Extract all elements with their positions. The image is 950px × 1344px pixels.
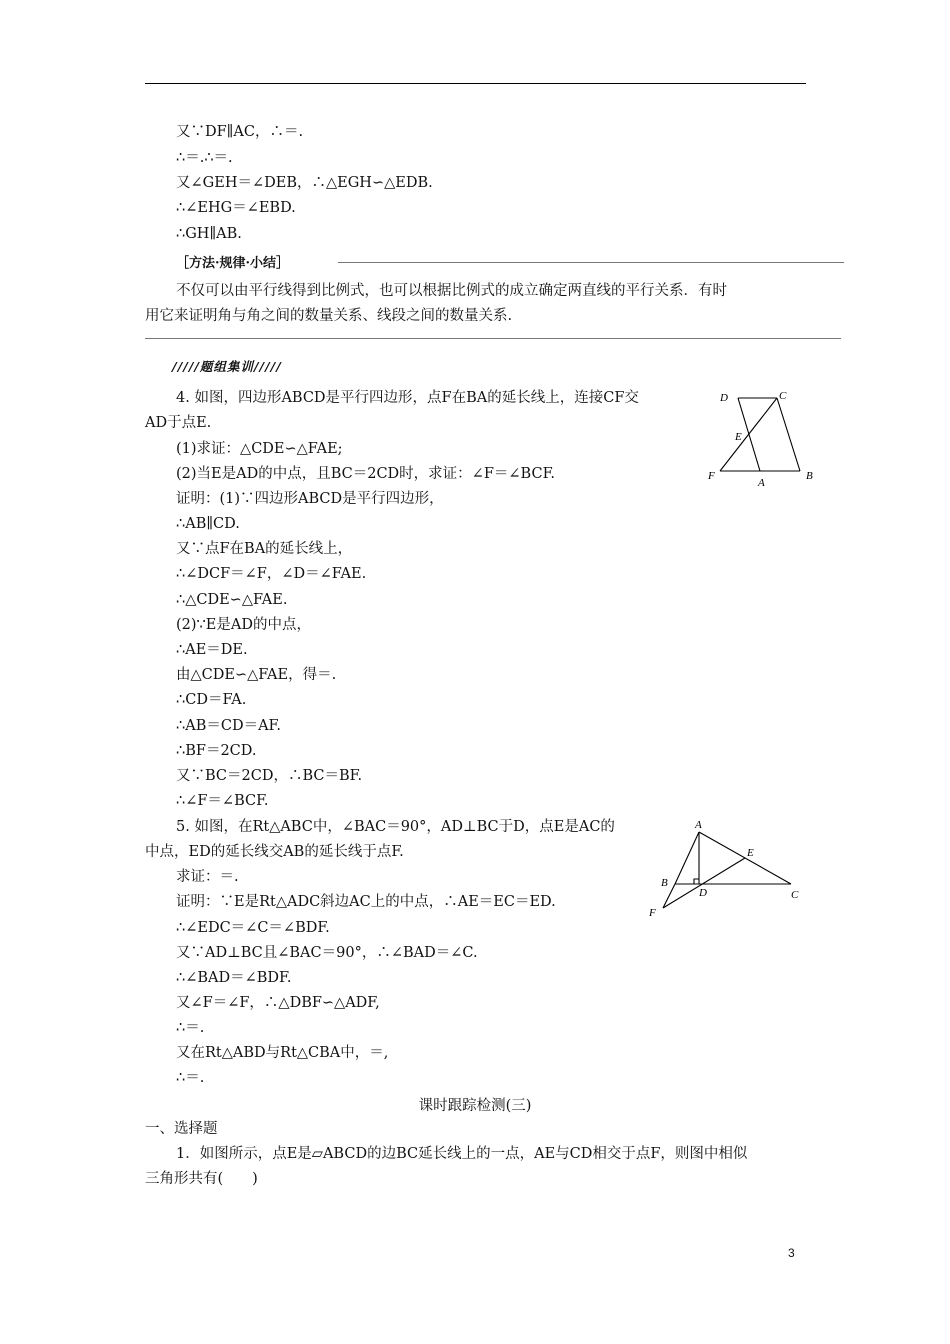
problem4-line: ∴∠F＝∠BCF. bbox=[176, 793, 269, 809]
figure2-label-A: A bbox=[695, 819, 702, 831]
problem5-line: 又∠F＝∠F，∴△DBF∽△ADF, bbox=[176, 995, 380, 1011]
segment-AB bbox=[675, 832, 699, 884]
problem4-line: (2)当E是AD的中点，且BC＝2CD时，求证：∠F＝∠BCF. bbox=[176, 466, 555, 482]
problem4-line: AD于点E. bbox=[145, 415, 212, 431]
problem4-line: 又∵BC＝2CD，∴BC＝BF. bbox=[176, 768, 363, 784]
method-line: 不仅可以由平行线得到比例式，也可以根据比例式的成立确定两直线的平行关系．有时 bbox=[176, 283, 727, 299]
problem4-line: ∴AB∥CD. bbox=[176, 516, 240, 532]
problem4-line: (1)求证：△CDE∽△FAE; bbox=[176, 441, 343, 457]
figure1-label-A: A bbox=[758, 477, 765, 489]
figure2-label-B: B bbox=[661, 877, 668, 889]
page-number: 3 bbox=[788, 1246, 795, 1260]
problem4-line: ∴AB＝CD＝AF. bbox=[176, 718, 281, 734]
problem4-line: 由△CDE∽△FAE，得＝. bbox=[176, 667, 337, 683]
problem5-line: 求证：＝. bbox=[176, 869, 239, 885]
problem5-line: 又∵AD⊥BC且∠BAC＝90°，∴∠BAD＝∠C. bbox=[176, 945, 478, 961]
problem5-line: 中点，ED的延长线交AB的延长线于点F. bbox=[145, 844, 404, 860]
problem5-line: ∴∠BAD＝∠BDF. bbox=[176, 970, 292, 986]
segment-FC bbox=[720, 398, 777, 471]
problem4-line: ∴△CDE∽△FAE. bbox=[176, 592, 288, 608]
method-header-rule bbox=[338, 262, 844, 263]
problem4-line: ∴∠DCF＝∠F，∠D＝∠FAE. bbox=[176, 566, 367, 582]
question-line: 1．如图所示，点E是▱ABCD的边BC延长线上的一点，AE与CD相交于点F，则图中相似 bbox=[176, 1146, 748, 1162]
figure2-label-C: C bbox=[791, 889, 799, 901]
problem4-line: (2)∵E是AD的中点， bbox=[176, 617, 311, 633]
right-angle-mark bbox=[694, 879, 699, 884]
section-heading: 一、选择题 bbox=[145, 1121, 218, 1137]
problem5-line: 证明：∵E是Rt△ADC斜边AC上的中点，∴AE＝EC＝ED. bbox=[176, 894, 556, 910]
text-line: ∴＝.∴＝. bbox=[176, 150, 233, 166]
problem5-line: 又在Rt△ABD与Rt△CBA中，＝, bbox=[176, 1045, 389, 1061]
problem5-line: ∴＝. bbox=[176, 1020, 205, 1036]
segment-CB bbox=[777, 398, 800, 471]
problem4-line: ∴CD＝FA. bbox=[176, 692, 247, 708]
text-line: ∴∠EHG＝∠EBD. bbox=[176, 200, 296, 216]
figure1-label-B: B bbox=[806, 470, 813, 482]
method-bottom-rule bbox=[145, 338, 841, 339]
problem5-line: 5. 如图，在Rt△ABC中，∠BAC＝90°，AD⊥BC于D，点E是AC的 bbox=[176, 819, 615, 835]
method-line: 用它来证明角与角之间的数量关系、线段之间的数量关系. bbox=[145, 308, 513, 324]
problem4-line: ∴BF＝2CD. bbox=[176, 743, 257, 759]
question-line: 三角形共有( ) bbox=[145, 1171, 258, 1187]
method-header: ［方法·规律·小结］ bbox=[176, 256, 290, 271]
right-triangle-figure bbox=[643, 812, 813, 920]
group-header: /////题组集训///// bbox=[172, 359, 282, 374]
text-line: 又∵DF∥AC，∴＝. bbox=[176, 124, 304, 140]
problem4-line: 证明：(1)∵四边形ABCD是平行四边形， bbox=[176, 491, 444, 507]
text-line: 又∠GEH＝∠DEB，∴△EGH∽△EDB. bbox=[176, 175, 433, 191]
figure2-label-E: E bbox=[747, 847, 754, 859]
header-rule bbox=[145, 83, 806, 84]
figure2-label-D: D bbox=[699, 887, 707, 899]
problem4-line: 4. 如图，四边形ABCD是平行四边形，点F在BA的延长线上，连接CF交 bbox=[176, 390, 639, 406]
problem4-line: ∴AE＝DE. bbox=[176, 642, 248, 658]
parallelogram-figure bbox=[700, 385, 825, 490]
problem5-line: ∴＝. bbox=[176, 1070, 205, 1086]
figure1-label-C: C bbox=[779, 390, 787, 402]
exercise-title: 课时跟踪检测(三) bbox=[418, 1098, 532, 1114]
problem5-line: ∴∠EDC＝∠C＝∠BDF. bbox=[176, 920, 330, 936]
problem4-line: 又∵点F在BA的延长线上， bbox=[176, 541, 353, 557]
text-line: ∴GH∥AB. bbox=[176, 226, 242, 242]
figure1-label-E: E bbox=[735, 431, 742, 443]
figure1-label-F: F bbox=[708, 470, 715, 482]
figure2-label-F: F bbox=[649, 907, 656, 919]
figure1-label-D: D bbox=[720, 392, 728, 404]
